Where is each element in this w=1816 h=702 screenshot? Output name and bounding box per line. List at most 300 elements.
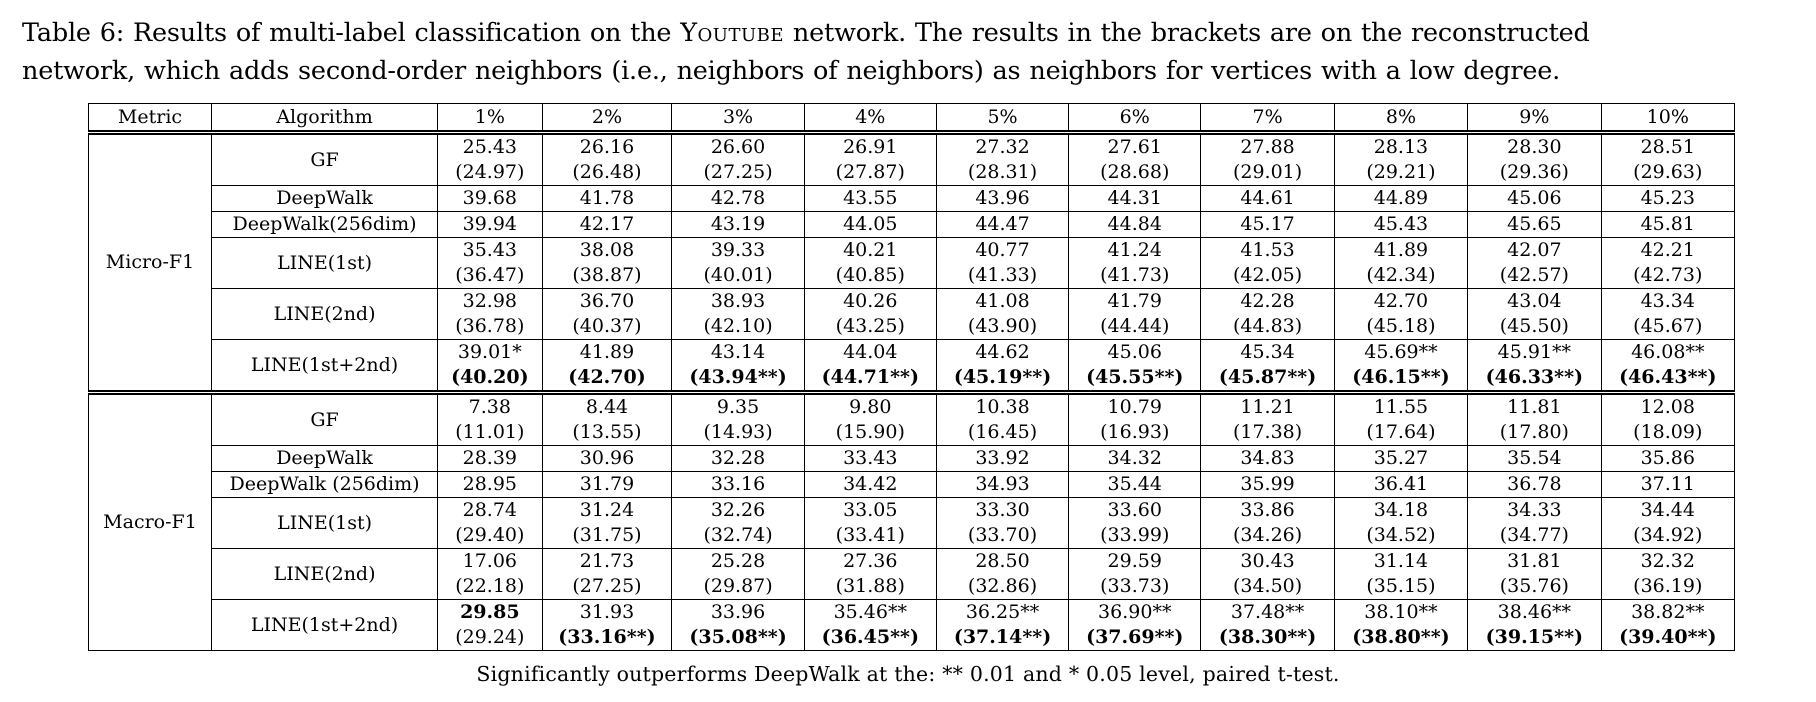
value-cell [542,446,672,472]
value-cell [1601,133,1734,186]
value-cell [1201,393,1334,446]
table-row [89,340,1735,393]
value-reconstructed: (42.73) [1633,264,1703,286]
value-main: 31.81 [1507,550,1562,572]
value-reconstructed: (15.90) [835,421,905,443]
value-cell [542,600,672,651]
value-main: 33.96 [710,601,766,623]
value-reconstructed: (46.15**) [1352,366,1450,388]
table-section [89,393,1735,651]
table-section [89,133,1735,393]
value-reconstructed: (36.19) [1633,575,1703,597]
value-main: 36.78 [1507,473,1562,495]
table-row [89,212,1735,238]
metric-cell: Macro-F1 [89,393,212,651]
value-reconstructed: (22.18) [455,575,525,597]
value-cell [438,238,542,289]
value-reconstructed: (34.26) [1232,524,1303,546]
value-main: 11.21 [1240,396,1295,418]
value-cell [1468,549,1601,600]
header-percent: 9% [1468,104,1601,133]
value-cell [936,212,1068,238]
value-cell [1201,212,1334,238]
value-main: 33.92 [975,447,1030,469]
value-main: 28.50 [975,550,1030,572]
value-main: 46.08** [1631,341,1705,363]
value-cell [804,133,936,186]
value-cell [804,238,936,289]
value-reconstructed: (40.85) [835,264,905,286]
value-cell [672,289,804,340]
value-cell [542,340,672,393]
table-row [89,393,1735,446]
value-reconstructed: (45.50) [1499,315,1569,337]
value-main: 26.91 [843,136,898,158]
value-cell [1069,289,1201,340]
value-main: 27.32 [975,136,1030,158]
value-main: 7.38 [468,396,511,418]
results-table [88,103,1735,651]
value-main: 35.54 [1507,447,1562,469]
table-row [89,186,1735,212]
value-cell [936,133,1068,186]
value-reconstructed: (33.99) [1100,524,1170,546]
value-main: 35.99 [1240,473,1295,495]
value-main: 26.16 [579,136,635,158]
value-cell [672,446,804,472]
value-main: 38.46** [1497,601,1572,623]
value-reconstructed: (31.75) [572,524,642,546]
value-main: 39.94 [462,213,518,235]
value-cell [804,498,936,549]
algorithm-cell: LINE(1st) [211,238,437,289]
value-cell [542,393,672,446]
value-cell [1334,498,1467,549]
value-reconstructed: (34.77) [1499,524,1569,546]
value-cell [1334,289,1467,340]
value-reconstructed: (46.43**) [1619,366,1717,388]
value-main: 45.06 [1507,187,1562,209]
table-row [89,600,1735,651]
value-main: 35.27 [1373,447,1429,469]
value-main: 42.07 [1507,239,1562,261]
value-cell [542,472,672,498]
value-main: 37.48** [1230,601,1305,623]
value-reconstructed: (35.15) [1366,575,1436,597]
value-main: 21.73 [579,550,635,572]
value-main: 34.32 [1107,447,1162,469]
algorithm-cell: LINE(1st+2nd) [211,340,437,393]
value-cell [1601,600,1734,651]
value-cell [1201,340,1334,393]
value-reconstructed: (29.63) [1633,161,1703,183]
value-cell [1069,498,1201,549]
value-main: 43.19 [710,213,766,235]
value-main: 41.08 [975,290,1030,312]
value-cell [1334,446,1467,472]
value-main: 36.90** [1098,601,1172,623]
table-caption [22,14,1802,90]
value-main: 29.85 [460,601,520,623]
value-cell [1334,186,1467,212]
value-main: 45.81 [1640,213,1695,235]
value-reconstructed: (43.94**) [689,366,787,388]
value-cell [936,340,1068,393]
value-reconstructed: (28.31) [967,161,1038,183]
header-percent: 10% [1601,104,1734,133]
value-cell [1069,238,1201,289]
value-main: 38.10** [1364,601,1438,623]
value-reconstructed: (24.97) [455,161,525,183]
value-main: 38.93 [710,290,766,312]
value-main: 45.65 [1507,213,1562,235]
value-main: 9.80 [849,396,892,418]
table-footnote: Significantly outperforms DeepWalk at the: ** 0.01 and * 0.05 level, paired t-test. [476,662,1340,686]
value-cell [804,600,936,651]
value-main: 32.32 [1640,550,1695,572]
value-reconstructed: (42.70) [568,366,646,388]
value-cell [1468,393,1601,446]
value-main: 40.21 [843,239,898,261]
value-cell [1601,393,1734,446]
value-cell [936,600,1068,651]
value-main: 28.51 [1640,136,1695,158]
value-reconstructed: (45.87**) [1218,366,1317,388]
value-main: 31.93 [579,601,635,623]
value-cell [672,186,804,212]
value-main: 41.53 [1240,239,1295,261]
value-main: 26.60 [710,136,766,158]
value-cell [1201,186,1334,212]
value-reconstructed: (35.76) [1499,575,1569,597]
caption-line-1-suffix: network. The results in the brackets are on the reconstructed [784,18,1590,48]
value-main: 42.17 [579,213,635,235]
caption-line-2: network, which adds second-order neighbors (i.e., neighbors of neighbors) as neighbors for vertices with a low degree. [22,56,1561,86]
header-percent: 4% [804,104,936,133]
algorithm-cell: LINE(1st+2nd) [211,600,437,651]
value-reconstructed: (45.55**) [1086,366,1184,388]
value-main: 8.44 [585,396,629,418]
value-main: 11.81 [1507,396,1562,418]
value-main: 11.55 [1373,396,1429,418]
value-cell [1201,549,1334,600]
value-main: 38.08 [579,239,635,261]
value-cell [1334,472,1467,498]
value-main: 27.61 [1107,136,1162,158]
header-metric: Metric [89,104,212,133]
value-main: 39.01* [457,341,522,363]
value-cell [1334,133,1467,186]
value-cell [804,212,936,238]
value-reconstructed: (34.50) [1232,575,1303,597]
value-reconstructed: (37.69**) [1086,626,1184,648]
value-cell [1201,472,1334,498]
value-main: 9.35 [716,396,760,418]
value-cell [1201,238,1334,289]
value-cell [1069,393,1201,446]
value-cell [936,472,1068,498]
header-percent: 2% [542,104,672,133]
value-cell [1601,498,1734,549]
algorithm-cell: DeepWalk [211,186,437,212]
value-reconstructed: (41.73) [1100,264,1170,286]
value-main: 37.11 [1640,473,1695,495]
value-reconstructed: (34.52) [1366,524,1436,546]
value-main: 31.24 [579,499,635,521]
value-reconstructed: (11.01) [455,421,525,443]
table-row [89,498,1735,549]
value-cell [1468,446,1601,472]
value-cell [1069,186,1201,212]
value-reconstructed: (29.87) [703,575,773,597]
value-reconstructed: (43.90) [967,315,1038,337]
header-percent: 7% [1201,104,1334,133]
value-main: 33.16 [710,473,766,495]
value-cell [1069,600,1201,651]
value-main: 45.43 [1373,213,1429,235]
header-percent: 6% [1069,104,1201,133]
value-main: 36.25** [965,601,1040,623]
value-main: 36.70 [579,290,635,312]
value-reconstructed: (41.33) [967,264,1038,286]
value-cell [542,549,672,600]
value-cell [1069,340,1201,393]
value-main: 27.36 [843,550,898,572]
value-reconstructed: (37.14**) [953,626,1052,648]
value-reconstructed: (34.92) [1633,524,1703,546]
value-cell [438,549,542,600]
header-percent: 8% [1334,104,1467,133]
value-cell [804,472,936,498]
value-cell [804,289,936,340]
value-main: 34.44 [1640,499,1695,521]
value-reconstructed: (40.01) [703,264,773,286]
value-reconstructed: (33.41) [835,524,905,546]
value-reconstructed: (32.74) [703,524,773,546]
value-main: 40.26 [843,290,898,312]
value-cell [1601,340,1734,393]
table-row [89,472,1735,498]
value-main: 45.91** [1497,341,1572,363]
value-reconstructed: (18.09) [1633,421,1703,443]
value-main: 38.82** [1631,601,1705,623]
header-percent: 1% [438,104,542,133]
value-main: 44.31 [1107,187,1162,209]
value-main: 17.06 [462,550,518,572]
value-cell [1201,446,1334,472]
value-main: 41.24 [1107,239,1162,261]
value-cell [1069,212,1201,238]
caption-line-1-prefix: Table 6: Results of multi-label classification on the [22,18,681,48]
value-main: 45.69** [1364,341,1438,363]
value-cell [1334,549,1467,600]
value-main: 35.46** [833,601,907,623]
value-cell [1069,133,1201,186]
value-cell [1069,472,1201,498]
value-main: 41.79 [1107,290,1162,312]
value-main: 34.83 [1240,447,1295,469]
value-main: 44.04 [843,341,898,363]
value-cell [1601,212,1734,238]
value-reconstructed: (28.68) [1100,161,1170,183]
value-reconstructed: (36.47) [455,264,525,286]
value-main: 27.88 [1240,136,1295,158]
algorithm-cell: LINE(1st) [211,498,437,549]
value-reconstructed: (13.55) [572,421,642,443]
value-main: 45.34 [1240,341,1295,363]
value-main: 30.43 [1240,550,1295,572]
value-cell [1069,446,1201,472]
value-main: 29.59 [1107,550,1162,572]
value-reconstructed: (33.16**) [558,626,656,648]
value-main: 34.42 [843,473,898,495]
algorithm-cell: GF [211,393,437,446]
value-main: 44.62 [975,341,1030,363]
value-reconstructed: (29.40) [455,524,525,546]
value-reconstructed: (40.20) [451,366,529,388]
value-reconstructed: (29.01) [1232,161,1303,183]
value-reconstructed: (35.08**) [689,626,787,648]
value-cell [542,289,672,340]
value-reconstructed: (45.67) [1633,315,1703,337]
value-reconstructed: (46.33**) [1485,366,1584,388]
value-cell [438,446,542,472]
value-cell [936,393,1068,446]
value-main: 44.05 [843,213,898,235]
value-reconstructed: (33.73) [1100,575,1170,597]
value-main: 42.78 [710,187,766,209]
table-row [89,289,1735,340]
value-cell [672,340,804,393]
value-reconstructed: (27.87) [835,161,905,183]
value-main: 45.06 [1107,341,1162,363]
value-reconstructed: (38.30**) [1218,626,1317,648]
value-main: 28.74 [462,499,518,521]
value-main: 44.84 [1107,213,1162,235]
value-main: 33.86 [1240,499,1295,521]
value-cell [672,498,804,549]
header-row [89,104,1735,133]
value-cell [1468,186,1601,212]
value-main: 45.23 [1640,187,1695,209]
value-main: 44.47 [975,213,1030,235]
value-reconstructed: (17.80) [1499,421,1569,443]
value-cell [804,340,936,393]
value-main: 31.79 [579,473,635,495]
value-main: 28.13 [1373,136,1429,158]
value-cell [438,600,542,651]
value-cell [672,549,804,600]
algorithm-cell: DeepWalk(256dim) [211,212,437,238]
value-main: 28.30 [1507,136,1562,158]
caption-network-name: Youtube [680,18,785,48]
value-cell [672,133,804,186]
value-main: 39.33 [710,239,766,261]
value-cell [936,549,1068,600]
caption-line-1 [22,14,1802,52]
value-main: 43.96 [975,187,1030,209]
table-row [89,133,1735,186]
table-row [89,549,1735,600]
table-header [89,104,1735,133]
value-main: 25.28 [710,550,766,572]
value-main: 42.70 [1373,290,1429,312]
header-percent: 5% [936,104,1068,133]
value-reconstructed: (17.64) [1366,421,1436,443]
value-main: 32.98 [462,290,518,312]
value-main: 35.44 [1107,473,1162,495]
value-main: 34.18 [1373,499,1429,521]
value-main: 28.95 [462,473,518,495]
header-algorithm: Algorithm [211,104,437,133]
value-cell [804,393,936,446]
value-cell [1468,600,1601,651]
value-cell [804,549,936,600]
value-cell [1334,238,1467,289]
header-percent: 3% [672,104,804,133]
value-cell [1468,133,1601,186]
value-cell [1468,498,1601,549]
value-cell [672,238,804,289]
value-cell [672,600,804,651]
value-main: 44.89 [1373,187,1429,209]
value-main: 12.08 [1640,396,1695,418]
value-reconstructed: (26.48) [572,161,642,183]
value-cell [542,212,672,238]
algorithm-cell: GF [211,133,437,186]
value-main: 30.96 [579,447,635,469]
value-main: 42.28 [1240,290,1295,312]
value-cell [1601,238,1734,289]
table-row [89,238,1735,289]
value-cell [438,340,542,393]
value-reconstructed: (44.44) [1100,315,1170,337]
algorithm-cell: DeepWalk [211,446,437,472]
value-cell [438,393,542,446]
value-cell [1468,472,1601,498]
value-main: 25.43 [462,136,518,158]
value-cell [1468,289,1601,340]
value-main: 34.33 [1507,499,1562,521]
value-cell [804,446,936,472]
value-reconstructed: (39.15**) [1485,626,1584,648]
value-cell [1601,289,1734,340]
algorithm-cell: LINE(2nd) [211,289,437,340]
value-reconstructed: (31.88) [835,575,905,597]
value-reconstructed: (16.93) [1100,421,1170,443]
value-cell [1201,498,1334,549]
value-reconstructed: (29.21) [1366,161,1436,183]
value-reconstructed: (39.40**) [1619,626,1717,648]
value-cell [1601,446,1734,472]
value-reconstructed: (45.19**) [953,366,1052,388]
value-main: 34.93 [975,473,1030,495]
value-cell [438,289,542,340]
value-reconstructed: (44.83) [1232,315,1303,337]
value-reconstructed: (45.18) [1366,315,1436,337]
value-reconstructed: (42.57) [1499,264,1569,286]
value-reconstructed: (17.38) [1232,421,1303,443]
table-row [89,446,1735,472]
value-cell [1334,212,1467,238]
value-reconstructed: (43.25) [835,315,905,337]
value-cell [1601,472,1734,498]
value-main: 28.39 [462,447,518,469]
algorithm-cell: DeepWalk (256dim) [211,472,437,498]
value-main: 41.78 [579,187,635,209]
value-reconstructed: (42.10) [703,315,773,337]
algorithm-cell: LINE(2nd) [211,549,437,600]
